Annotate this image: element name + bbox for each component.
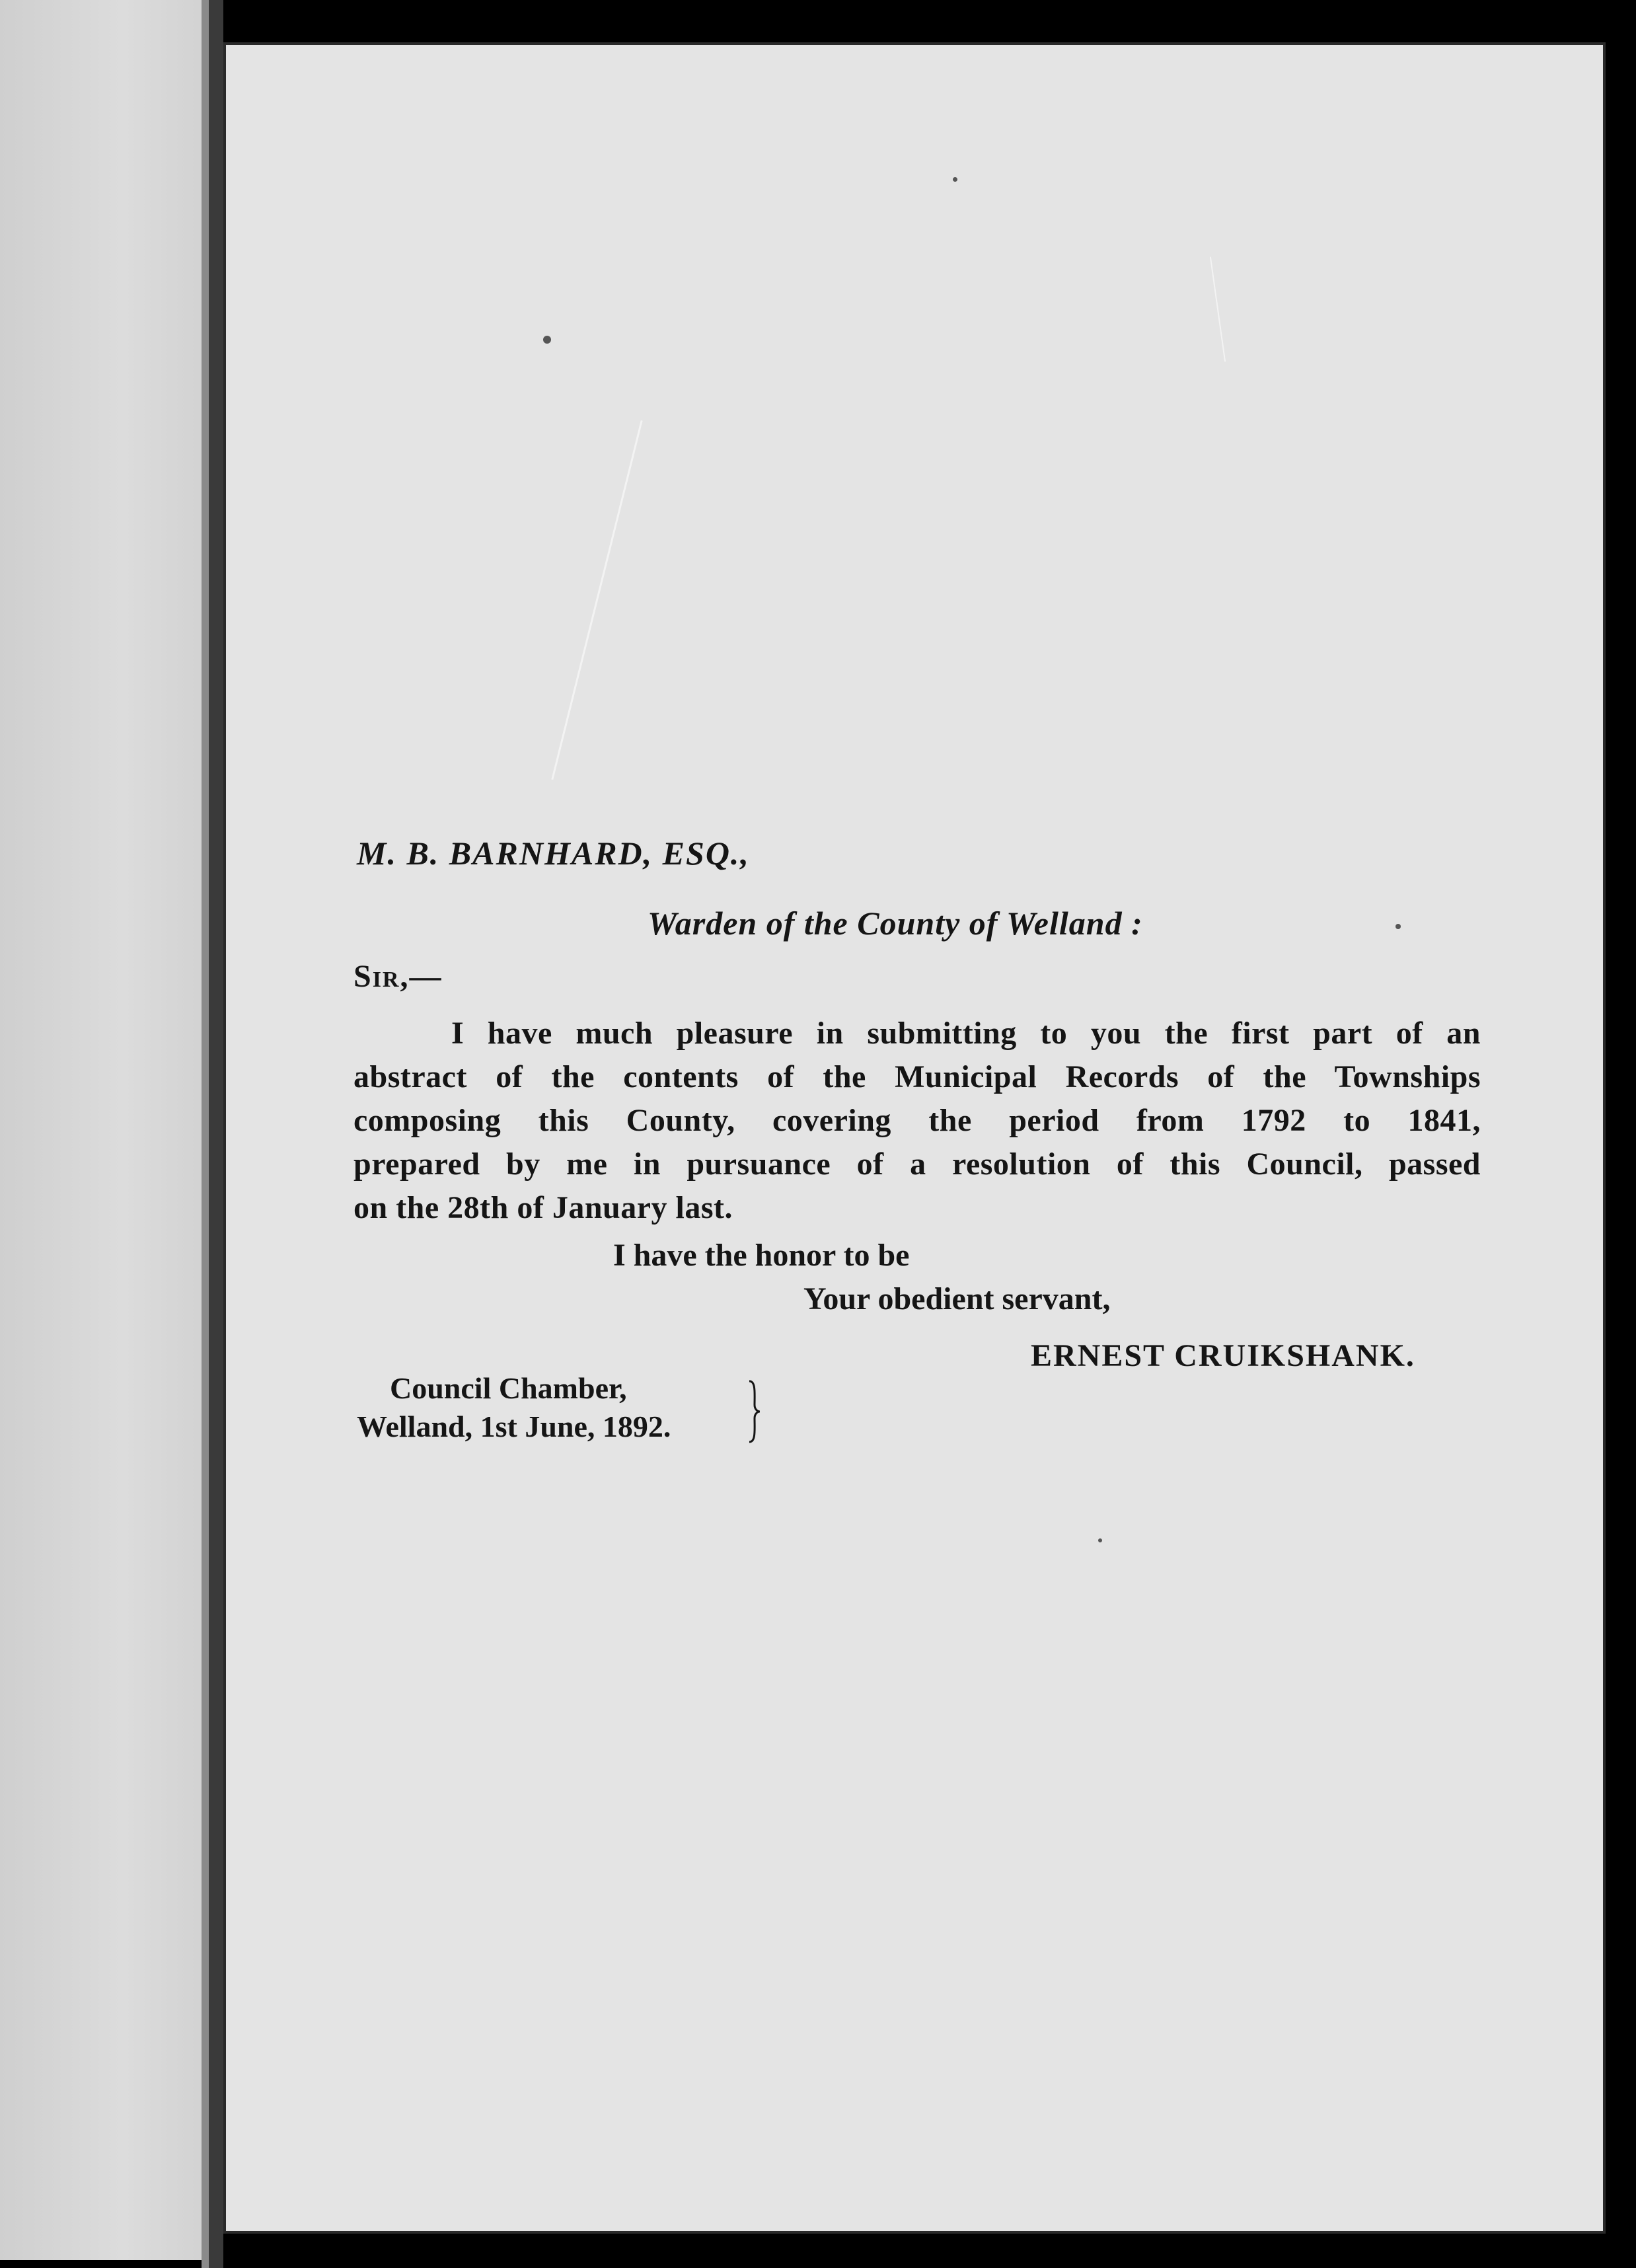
body-line-2: abstract of the contents of the Municipal Records of the Townships (353, 1059, 1481, 1094)
body-line-5: on the 28th of January last. (353, 1190, 733, 1225)
binding-highlight (202, 0, 209, 2268)
closing-line-1: I have the honor to be (613, 1238, 910, 1273)
date-line: Welland, 1st June, 1892. (357, 1410, 671, 1443)
place-date-block (357, 1371, 766, 1450)
scan-speck (1098, 1538, 1102, 1542)
scan-scratch (551, 420, 642, 780)
scan-speck (543, 336, 551, 344)
scan-speck (953, 177, 957, 182)
scan-speck (1395, 924, 1401, 929)
previous-page-edge (0, 0, 205, 2260)
body-line-4: prepared by me in pursuance of a resolution of this Council, passed (353, 1147, 1481, 1182)
scan-scratch (1210, 257, 1226, 362)
addressee-name: M. B. BARNHARD, ESQ., (357, 835, 750, 872)
place-line: Council Chamber, (390, 1371, 627, 1405)
signature: ERNEST CRUIKSHANK. (1031, 1338, 1415, 1373)
body-line-1: I have much pleasure in submitting to you the first part of an (451, 1016, 1481, 1051)
closing-line-2: Your obedient servant, (803, 1281, 1111, 1316)
greeting: Sir,— (353, 959, 443, 994)
binding-spine (209, 0, 223, 2268)
addressee-title: Warden of the County of Welland : (648, 905, 1143, 942)
brace-icon (747, 1380, 761, 1443)
body-line-3: composing this County, covering the period from 1792 to 1841, (353, 1103, 1481, 1138)
